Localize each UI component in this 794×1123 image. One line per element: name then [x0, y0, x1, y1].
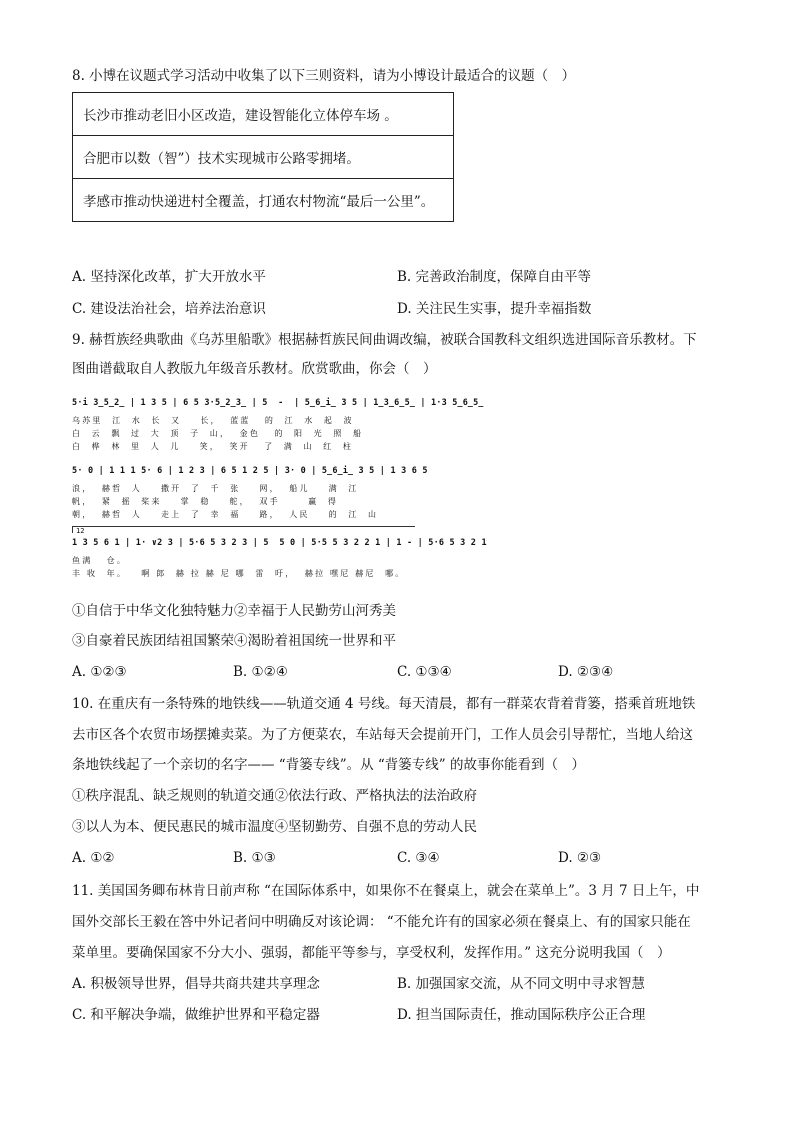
q8-stem: 8. 小博在议题式学习活动中收集了以下三则资料，请为小博设计最适合的议题（ ） — [72, 68, 576, 84]
material-3: 孝感市推动快递进村全覆盖，打通农村物流“最后一公里”。 — [73, 179, 454, 222]
score-row1-notes: 5·i 3̲5̲2̲ | 1 3 5 | 6 5 3·5̲2̲3̲ | 5 - | 5̲6̲i̲ 3 5 | 1̲3̲6̲5̲ | 1·3 5̲6̲5̲ — [72, 398, 484, 408]
q9-option-a[interactable]: A. ①②③ — [72, 664, 127, 680]
repeat-bracket — [72, 526, 415, 533]
q10-option-b[interactable]: B. ①③ — [233, 850, 276, 866]
score-row3-lyric2: 丰 收 年。 啊 郎 赫 拉 赫 尼 哪 雷 吁， 赫拉 嘿尼 赫尼 哪。 — [72, 569, 406, 578]
q11-option-c[interactable]: C. 和平解决争端，做维护世界和平稳定器 — [72, 1007, 320, 1023]
q10-choices-line2: ③以人为本、便民惠民的城市温度④坚韧勤劳、自强不息的劳动人民 — [72, 819, 477, 835]
q11-stem-line3: 菜单里。要确保国家不分大小、强弱，都能平等参与，享受权利，发挥作用。” 这充分说明我国（ ） — [72, 945, 671, 961]
q8-option-c[interactable]: C. 建设法治社会，培养法治意识 — [72, 301, 266, 317]
material-1: 长沙市推动老旧小区改造，建设智能化立体停车场 。 — [73, 93, 454, 136]
score-row3-notes: 1 3 5 6 1 | 1· ∨2 3 | 5·6 5 3 2 3 | 5 5 0 | 5·5 5 3 2 2 1 | 1 - | 5·6 5 3 2 1 — [72, 538, 487, 548]
score-row3-lyric1: 鱼满 仓。 — [72, 556, 128, 565]
q11-option-b[interactable]: B. 加强国家交流，从不同文明中寻求智慧 — [397, 976, 646, 992]
score-row2-lyric1: 浪， 赫哲 人 撒开 了 千 张 网， 船儿 满 江 — [72, 484, 359, 493]
q8-materials-table — [72, 92, 454, 222]
q9-stem-line1: 9. 赫哲族经典歌曲《乌苏里船歌》根据赫哲族民间曲调改编，被联合国教科文组织选进国际音乐教材。下 — [72, 332, 697, 348]
material-2: 合肥市以数（智”）技术实现城市公路零拥堵。 — [73, 136, 454, 179]
q9-choices-line1: ①自信于中华文化独特魅力②幸福于人民勤劳山河秀美 — [72, 603, 396, 619]
q9-option-c[interactable]: C. ①③④ — [397, 664, 452, 680]
repeat-mark: 12 — [76, 527, 85, 535]
score-row2-notes: 5· 0 | 1 1 1 5· 6 | 1 2 3 | 6 5 1 2 5 | 3· 0 | 5̲6̲i̲ 3 5 | 1 3 6 5 — [72, 466, 428, 476]
score-row1-lyric2: 白 云 飘 过 大 顶 子 山， 金色 的 阳 光 照 船 — [72, 429, 364, 438]
q8-option-d[interactable]: D. 关注民生实事，提升幸福指数 — [397, 301, 592, 317]
q8-option-b[interactable]: B. 完善政治制度，保障自由平等 — [397, 269, 592, 285]
q11-stem-line1: 11. 美国国务卿布林肯日前声称 “在国际体系中，如果你不在餐桌上，就会在菜单上”。3 月 7 日上午，中 — [72, 883, 700, 899]
q10-stem-line3: 条地铁线起了一个亲切的名字—— “背篓专线”。从 “背篓专线” 的故事你能看到（ ） — [72, 757, 585, 773]
q9-stem-line2: 图曲谱截取自人教版九年级音乐教材。欣赏歌曲，你会（ ） — [72, 361, 437, 377]
q10-stem-line1: 10. 在重庆有一条特殊的地铁线——轨道交通 4 号线。每天清晨，都有一群菜农背着背篓，搭乘首班地铁 — [72, 696, 696, 712]
q11-option-d[interactable]: D. 担当国际责任，推动国际秩序公正合理 — [397, 1007, 646, 1023]
q10-option-c[interactable]: C. ③④ — [397, 850, 440, 866]
music-score — [72, 392, 487, 590]
q9-choices-line2: ③自豪着民族团结祖国繁荣④渴盼着祖国统一世界和平 — [72, 633, 396, 649]
q10-option-a[interactable]: A. ①② — [72, 850, 115, 866]
q10-stem-line2: 去市区各个农贸市场摆摊卖菜。为了方便菜农，车站每天会提前开门，工作人员会引导帮忙，当地人给这 — [72, 727, 693, 743]
q10-option-d[interactable]: D. ②③ — [558, 850, 602, 866]
score-row1-lyric3: 白 桦 林 里 人 儿 笑， 笑开 了 满 山 红 柱 — [72, 442, 354, 451]
q10-choices-line1: ①秩序混乱、缺乏规则的轨道交通②依法行政、严格执法的法治政府 — [72, 788, 477, 804]
q9-option-d[interactable]: D. ②③④ — [558, 664, 614, 680]
score-row2-lyric3: 朝， 赫哲 人 走上 了 幸 福 路， 人民 的 江 山 — [72, 510, 379, 519]
q9-option-b[interactable]: B. ①②④ — [233, 664, 288, 680]
q11-stem-line2: 国外交部长王毅在答中外记者问中明确反对该论调： “不能允许有的国家必须在餐桌上、有的国家只能在 — [72, 914, 691, 930]
score-row1-lyric1: 乌苏里 江 水 长 又 长， 蓝蓝 的 江 水 起 波 — [72, 416, 354, 425]
q8-option-a[interactable]: A. 坚持深化改革，扩大开放水平 — [72, 269, 266, 285]
q11-option-a[interactable]: A. 积极领导世界，倡导共商共建共享理念 — [72, 976, 320, 992]
score-row2-lyric2: 帆， 紧 摇 桨来 掌 稳 舵， 双手 赢 得 — [72, 497, 339, 506]
